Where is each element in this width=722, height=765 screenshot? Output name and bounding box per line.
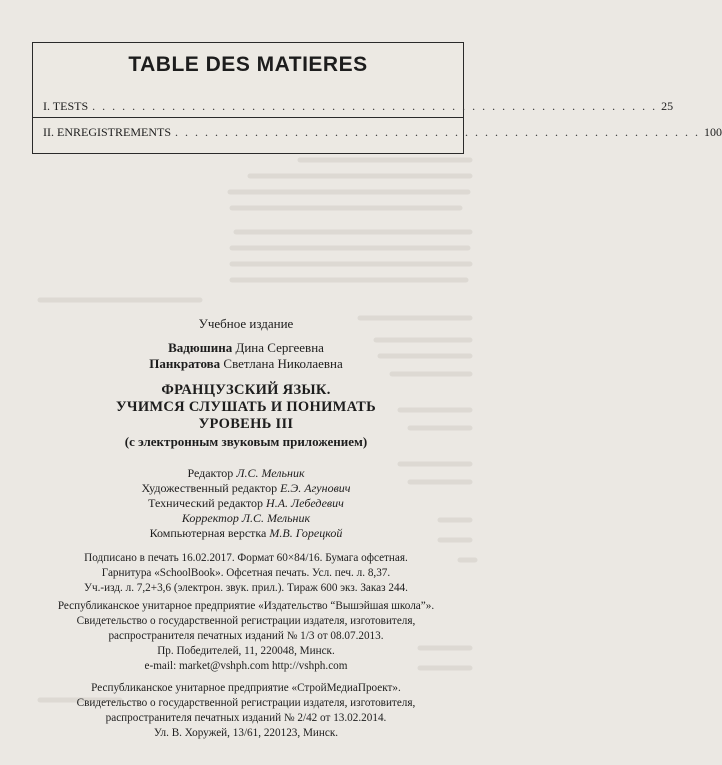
credit-proofreader: [40, 511, 452, 526]
credit-editor: [40, 466, 452, 481]
publisher-line-2: Свидетельство о государственной регистрации издателя, изготовителя,: [76, 615, 416, 627]
printer-line-3: распространителя печатных изданий № 2/42 от 13.02.2014.: [105, 712, 387, 724]
toc-entry-label: II. ENREGISTREMENTS: [43, 125, 171, 139]
printer-address: Ул. В. Хоружей, 13/61, 220123, Минск.: [153, 727, 339, 739]
toc-entry-label: I. TESTS: [43, 99, 89, 113]
author-2-name: Светлана Николаевна: [220, 356, 343, 371]
credit-name: Н.А. Лебедевич: [266, 496, 344, 510]
credit-role: Корректор: [181, 511, 242, 525]
credit-name: Е.Э. Агунович: [280, 481, 351, 495]
toc-leader-dots: . . . . . . . . . . . . . . . . . . . . . . . . . . . . . . . . . . . . . . . . . . . . . . . . . . . . . . . . .: [92, 99, 658, 113]
toc-leader-dots: . . . . . . . . . . . . . . . . . . . . . . . . . . . . . . . . . . . . . . . . . . . . . . . . . . . . .: [175, 125, 700, 139]
author-2-surname: Панкратова: [149, 356, 221, 371]
credit-role: Художественный редактор: [141, 481, 281, 495]
toc-title: TABLE DES MATIERES: [128, 53, 368, 76]
book-subtitle: (с электронным звуковым приложением): [124, 434, 368, 449]
credit-role: Технический редактор: [148, 496, 267, 510]
publisher-contacts: e-mail: market@vshph.com http://vshph.com: [144, 660, 348, 672]
credit-name: Л.С. Мельник: [236, 466, 305, 480]
print-info-line-1: Подписано в печать 16.02.2017. Формат 60×84/16. Бумага офсетная.: [84, 552, 408, 564]
publisher-line-1: Республиканское унитарное предприятие «Издательство “Вышэйшая школа”».: [57, 600, 435, 612]
book-title-line-3: УРОВЕНЬ III: [198, 416, 294, 432]
book-title-line-2: УЧИМСЯ СЛУШАТЬ И ПОНИМАТЬ: [115, 399, 377, 415]
author-1: [40, 340, 452, 356]
credit-name: Л.С. Мельник: [241, 511, 311, 525]
credit-layout: [40, 526, 452, 541]
credit-tech-editor: [40, 496, 452, 511]
book-title-line-1: ФРАНЦУЗСКИЙ ЯЗЫК.: [161, 382, 331, 398]
print-info-line-3: Уч.-изд. л. 7,2+3,6 (электрон. звук. прил.). Тираж 600 экз. Заказ 244.: [84, 582, 408, 594]
credit-name: М.В. Горецкой: [269, 526, 343, 540]
credit-art-editor: [40, 481, 452, 496]
author-1-surname: Вадюшина: [168, 340, 233, 355]
credit-role: Компьютерная верстка: [149, 526, 270, 540]
edition-type: Учебное издание: [198, 316, 294, 331]
print-info-line-2: Гарнитура «SchoolBook». Офсетная печать. Усл. печ. л. 8,37.: [101, 567, 391, 579]
credit-role: Редактор: [187, 466, 237, 480]
printer-line-1: Республиканское унитарное предприятие «СтройМедиаПроект».: [91, 682, 401, 694]
author-2: [40, 356, 452, 372]
toc-entry-page: 100: [704, 125, 722, 139]
publisher-address: Пр. Победителей, 11, 220048, Минск.: [157, 645, 335, 657]
toc-entry-page: 25: [661, 99, 674, 113]
author-1-name: Дина Сергеевна: [232, 340, 324, 355]
publisher-line-3: распространителя печатных изданий № 1/3 от 08.07.2013.: [108, 630, 384, 642]
printer-line-2: Свидетельство о государственной регистрации издателя, изготовителя,: [76, 697, 416, 709]
imprint-block: [40, 0, 452, 765]
